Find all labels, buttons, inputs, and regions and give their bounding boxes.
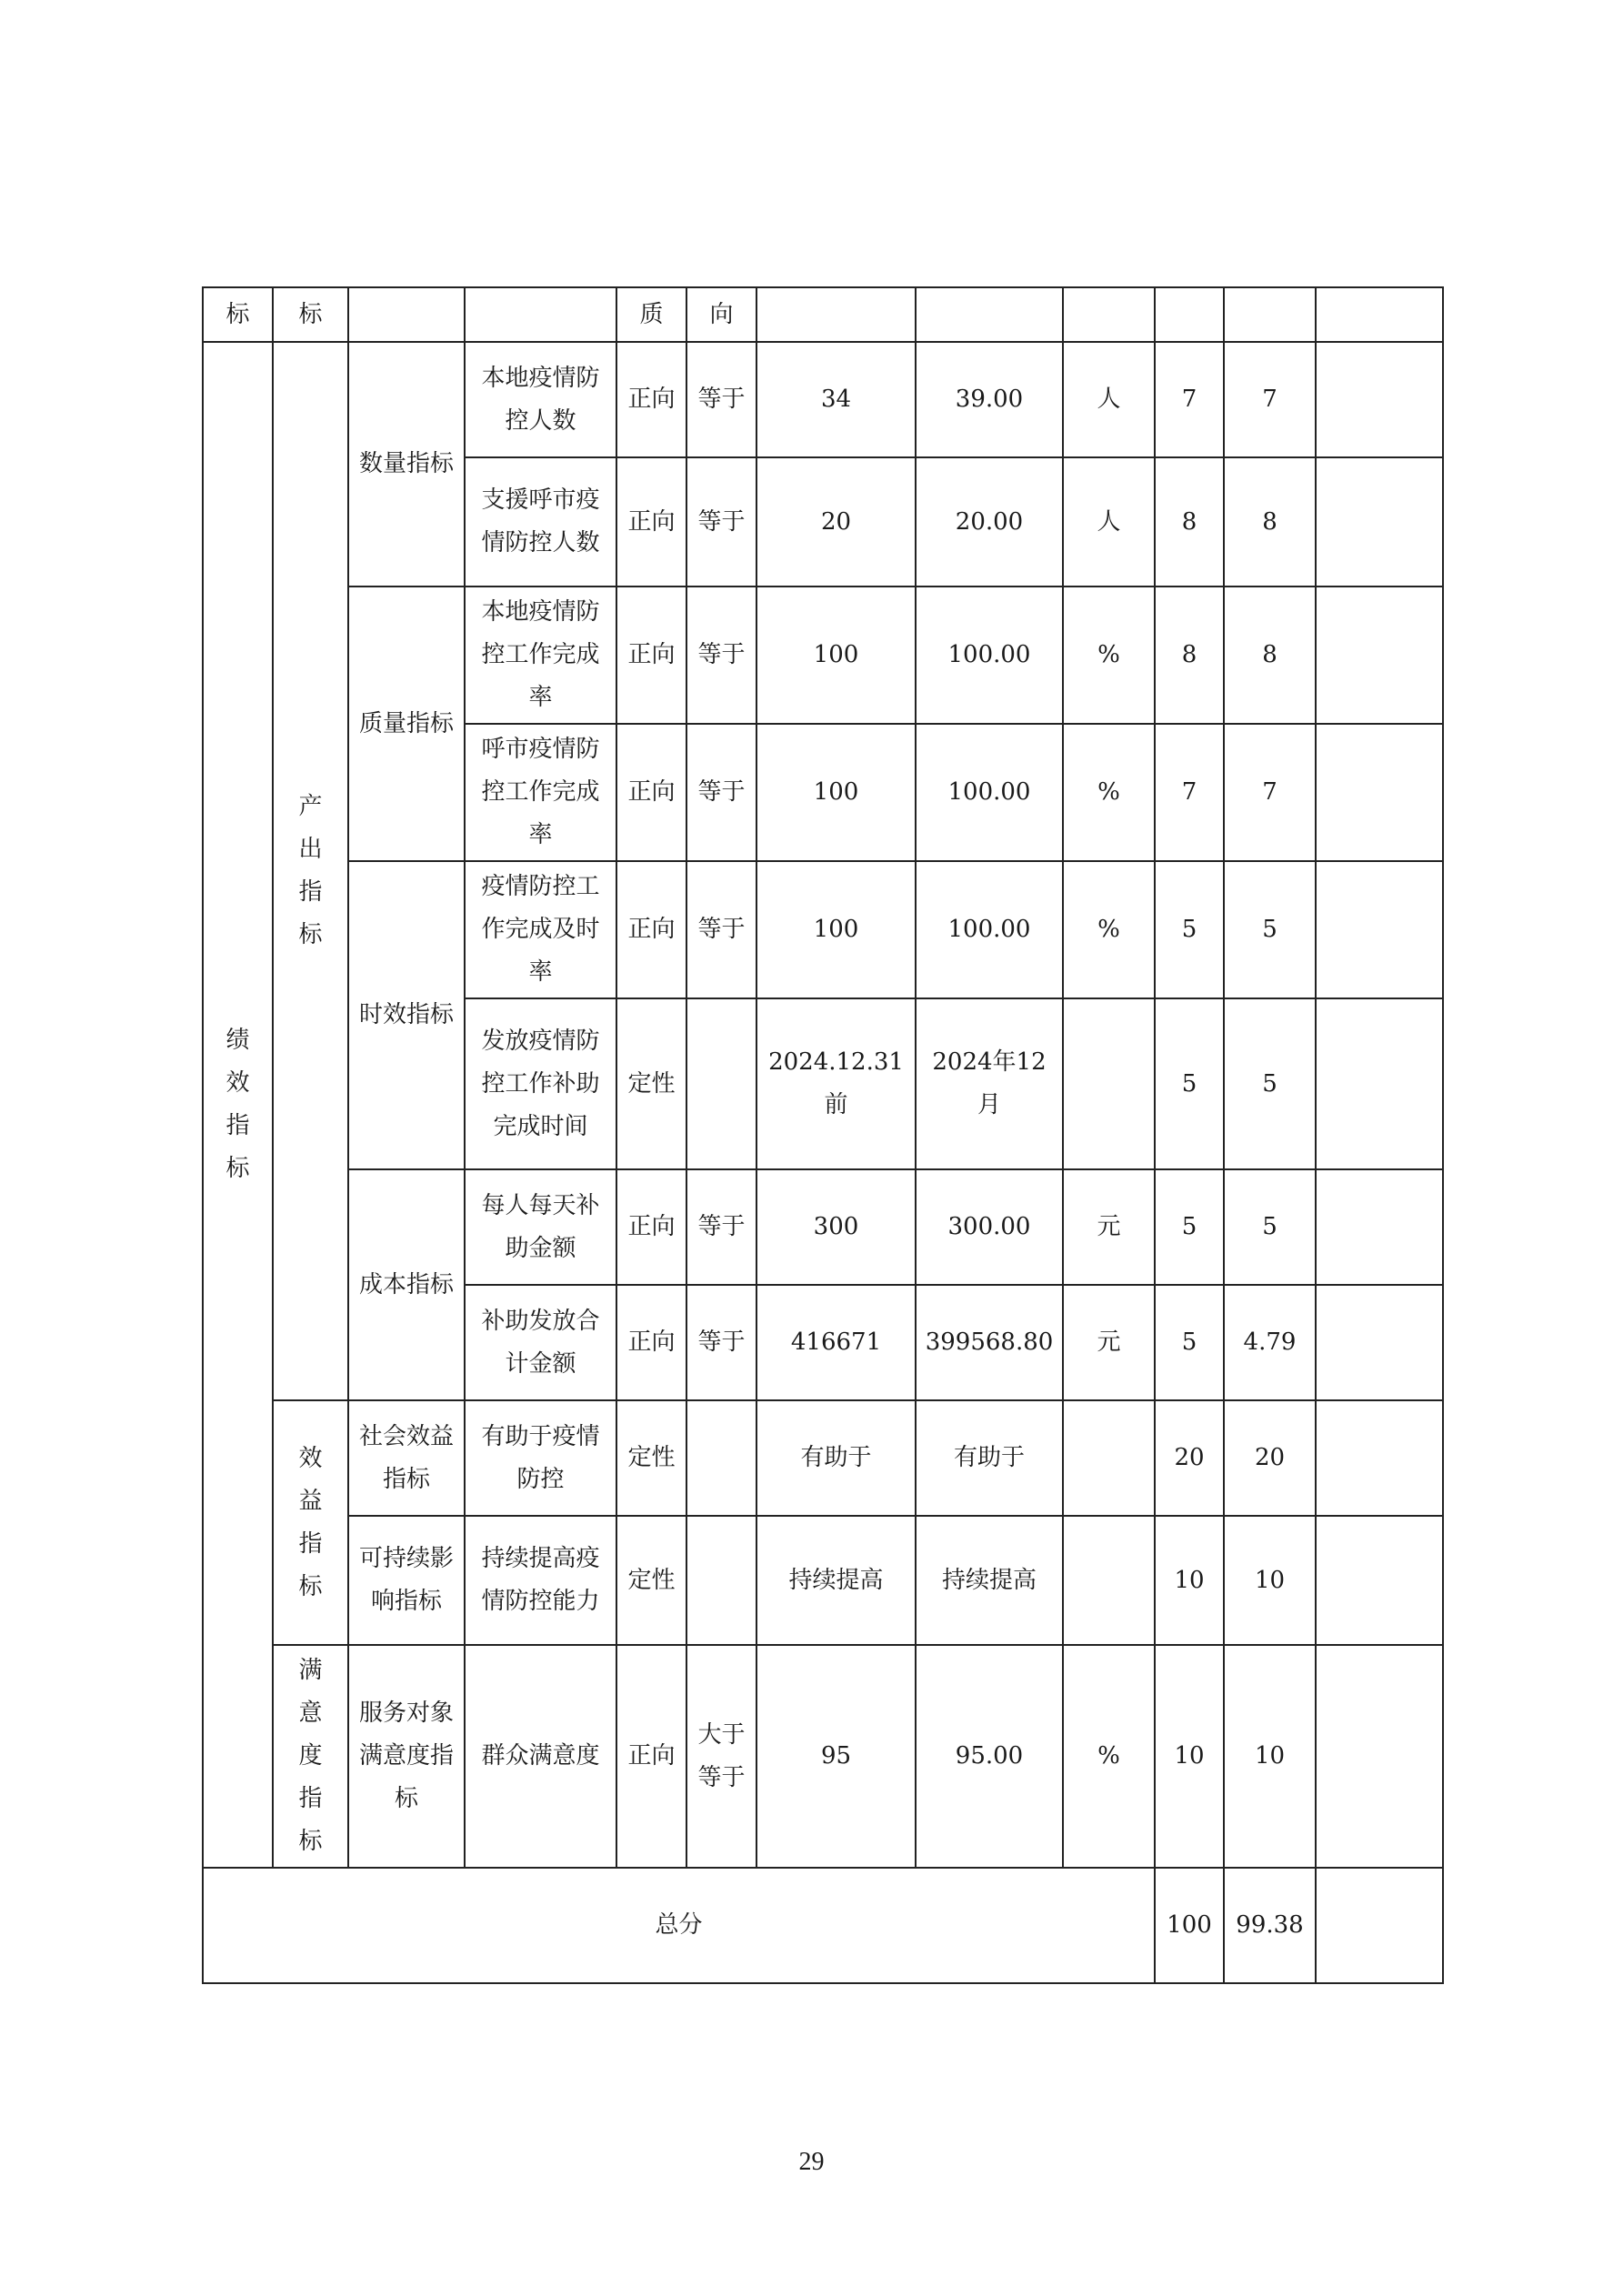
header-cell: 标 bbox=[273, 287, 348, 342]
target-value-cell: 100 bbox=[756, 861, 916, 998]
indicator-name-cell: 每人每天补助金额 bbox=[465, 1169, 616, 1285]
operator-cell: 等于 bbox=[686, 457, 756, 587]
weight-cell: 7 bbox=[1155, 724, 1224, 861]
indicator-name-cell: 补助发放合计金额 bbox=[465, 1285, 616, 1400]
nature-cell: 定性 bbox=[616, 1400, 686, 1516]
score-cell: 10 bbox=[1224, 1645, 1316, 1868]
target-value-cell: 416671 bbox=[756, 1285, 916, 1400]
remark-cell bbox=[1316, 998, 1443, 1169]
unit-cell: 元 bbox=[1063, 1285, 1155, 1400]
header-cell bbox=[1224, 287, 1316, 342]
indicator-name-cell: 群众满意度 bbox=[465, 1645, 616, 1868]
operator-cell: 等于 bbox=[686, 1285, 756, 1400]
indicator-name-cell: 支援呼市疫情防控人数 bbox=[465, 457, 616, 587]
actual-value-cell: 持续提高 bbox=[916, 1516, 1063, 1645]
operator-cell bbox=[686, 1400, 756, 1516]
remark-cell bbox=[1316, 861, 1443, 998]
unit-cell: 人 bbox=[1063, 457, 1155, 587]
unit-cell: % bbox=[1063, 1645, 1155, 1868]
operator-cell: 等于 bbox=[686, 342, 756, 457]
table-row bbox=[203, 1169, 1443, 1285]
actual-value-cell: 300.00 bbox=[916, 1169, 1063, 1285]
weight-cell: 5 bbox=[1155, 1169, 1224, 1285]
header-cell bbox=[916, 287, 1063, 342]
nature-cell: 正向 bbox=[616, 1645, 686, 1868]
header-cell: 质 bbox=[616, 287, 686, 342]
score-cell: 8 bbox=[1224, 457, 1316, 587]
nature-cell: 正向 bbox=[616, 1169, 686, 1285]
table-body bbox=[203, 287, 1443, 1983]
header-cell bbox=[348, 287, 465, 342]
indicator-name-cell: 呼市疫情防控工作完成率 bbox=[465, 724, 616, 861]
nature-cell: 正向 bbox=[616, 342, 686, 457]
level3-cell: 服务对象满意度指标 bbox=[348, 1645, 465, 1868]
header-cell bbox=[1155, 287, 1224, 342]
level3-cell: 成本指标 bbox=[348, 1169, 465, 1400]
unit-cell bbox=[1063, 998, 1155, 1169]
total-row bbox=[203, 1868, 1443, 1983]
actual-value-cell: 20.00 bbox=[916, 457, 1063, 587]
nature-cell: 定性 bbox=[616, 998, 686, 1169]
actual-value-cell: 100.00 bbox=[916, 587, 1063, 724]
total-weight-cell: 100 bbox=[1155, 1868, 1224, 1983]
indicator-name-cell: 持续提高疫情防控能力 bbox=[465, 1516, 616, 1645]
total-score-cell: 99.38 bbox=[1224, 1868, 1316, 1983]
remark-cell bbox=[1316, 587, 1443, 724]
unit-cell: 人 bbox=[1063, 342, 1155, 457]
score-cell: 7 bbox=[1224, 342, 1316, 457]
remark-cell bbox=[1316, 724, 1443, 861]
operator-cell bbox=[686, 1516, 756, 1645]
weight-cell: 8 bbox=[1155, 587, 1224, 724]
indicator-name-cell: 疫情防控工作完成及时率 bbox=[465, 861, 616, 998]
indicator-name-cell: 本地疫情防控工作完成率 bbox=[465, 587, 616, 724]
unit-cell: % bbox=[1063, 861, 1155, 998]
indicator-name-cell: 本地疫情防控人数 bbox=[465, 342, 616, 457]
target-value-cell: 持续提高 bbox=[756, 1516, 916, 1645]
score-cell: 5 bbox=[1224, 861, 1316, 998]
level3-cell: 数量指标 bbox=[348, 342, 465, 587]
weight-cell: 8 bbox=[1155, 457, 1224, 587]
weight-cell: 10 bbox=[1155, 1516, 1224, 1645]
nature-cell: 正向 bbox=[616, 457, 686, 587]
remark-cell bbox=[1316, 1169, 1443, 1285]
header-cell bbox=[1063, 287, 1155, 342]
total-label-cell: 总分 bbox=[203, 1868, 1155, 1983]
score-cell: 7 bbox=[1224, 724, 1316, 861]
unit-cell bbox=[1063, 1516, 1155, 1645]
nature-cell: 正向 bbox=[616, 861, 686, 998]
weight-cell: 5 bbox=[1155, 861, 1224, 998]
page-number: 29 bbox=[798, 2148, 825, 2176]
actual-value-cell: 100.00 bbox=[916, 861, 1063, 998]
table-row bbox=[203, 1645, 1443, 1868]
weight-cell: 5 bbox=[1155, 998, 1224, 1169]
target-value-cell: 100 bbox=[756, 724, 916, 861]
remark-cell bbox=[1316, 1285, 1443, 1400]
operator-cell: 等于 bbox=[686, 587, 756, 724]
nature-cell: 正向 bbox=[616, 724, 686, 861]
target-value-cell: 有助于 bbox=[756, 1400, 916, 1516]
level2-satisfaction-cell: 满 意 度 指 标 bbox=[273, 1645, 348, 1868]
indicator-name-cell: 发放疫情防控工作补助完成时间 bbox=[465, 998, 616, 1169]
score-cell: 10 bbox=[1224, 1516, 1316, 1645]
header-row bbox=[203, 287, 1443, 342]
table-row bbox=[203, 1516, 1443, 1645]
nature-cell: 正向 bbox=[616, 587, 686, 724]
level3-cell: 时效指标 bbox=[348, 861, 465, 1169]
header-cell bbox=[756, 287, 916, 342]
level2-output-cell: 产 出 指 标 bbox=[273, 342, 348, 1400]
actual-value-cell: 95.00 bbox=[916, 1645, 1063, 1868]
remark-cell bbox=[1316, 1645, 1443, 1868]
indicator-name-cell: 有助于疫情防控 bbox=[465, 1400, 616, 1516]
header-cell bbox=[465, 287, 616, 342]
score-cell: 5 bbox=[1224, 1169, 1316, 1285]
remark-cell bbox=[1316, 1400, 1443, 1516]
remark-cell bbox=[1316, 1516, 1443, 1645]
performance-table bbox=[202, 286, 1444, 1984]
remark-cell bbox=[1316, 457, 1443, 587]
table-row bbox=[203, 861, 1443, 998]
actual-value-cell: 39.00 bbox=[916, 342, 1063, 457]
nature-cell: 定性 bbox=[616, 1516, 686, 1645]
score-cell: 5 bbox=[1224, 998, 1316, 1169]
weight-cell: 10 bbox=[1155, 1645, 1224, 1868]
actual-value-cell: 2024年12月 bbox=[916, 998, 1063, 1169]
level2-benefit-cell: 效 益 指 标 bbox=[273, 1400, 348, 1645]
unit-cell bbox=[1063, 1400, 1155, 1516]
level1-cell: 绩 效 指 标 bbox=[203, 342, 273, 1868]
target-value-cell: 20 bbox=[756, 457, 916, 587]
weight-cell: 7 bbox=[1155, 342, 1224, 457]
operator-cell bbox=[686, 998, 756, 1169]
actual-value-cell: 有助于 bbox=[916, 1400, 1063, 1516]
level3-cell: 社会效益指标 bbox=[348, 1400, 465, 1516]
target-value-cell: 100 bbox=[756, 587, 916, 724]
level3-cell: 质量指标 bbox=[348, 587, 465, 861]
table-row bbox=[203, 1400, 1443, 1516]
level3-cell: 可持续影响指标 bbox=[348, 1516, 465, 1645]
weight-cell: 20 bbox=[1155, 1400, 1224, 1516]
target-value-cell: 95 bbox=[756, 1645, 916, 1868]
table-row bbox=[203, 342, 1443, 457]
actual-value-cell: 100.00 bbox=[916, 724, 1063, 861]
nature-cell: 正向 bbox=[616, 1285, 686, 1400]
target-value-cell: 2024.12.31前 bbox=[756, 998, 916, 1169]
table-row bbox=[203, 587, 1443, 724]
header-cell bbox=[1316, 287, 1443, 342]
total-remark-cell bbox=[1316, 1868, 1443, 1983]
target-value-cell: 300 bbox=[756, 1169, 916, 1285]
weight-cell: 5 bbox=[1155, 1285, 1224, 1400]
header-cell: 标 bbox=[203, 287, 273, 342]
operator-cell: 大于等于 bbox=[686, 1645, 756, 1868]
remark-cell bbox=[1316, 342, 1443, 457]
operator-cell: 等于 bbox=[686, 724, 756, 861]
score-cell: 20 bbox=[1224, 1400, 1316, 1516]
operator-cell: 等于 bbox=[686, 861, 756, 998]
header-cell: 向 bbox=[686, 287, 756, 342]
operator-cell: 等于 bbox=[686, 1169, 756, 1285]
actual-value-cell: 399568.80 bbox=[916, 1285, 1063, 1400]
unit-cell: % bbox=[1063, 724, 1155, 861]
score-cell: 4.79 bbox=[1224, 1285, 1316, 1400]
score-cell: 8 bbox=[1224, 587, 1316, 724]
unit-cell: % bbox=[1063, 587, 1155, 724]
unit-cell: 元 bbox=[1063, 1169, 1155, 1285]
target-value-cell: 34 bbox=[756, 342, 916, 457]
